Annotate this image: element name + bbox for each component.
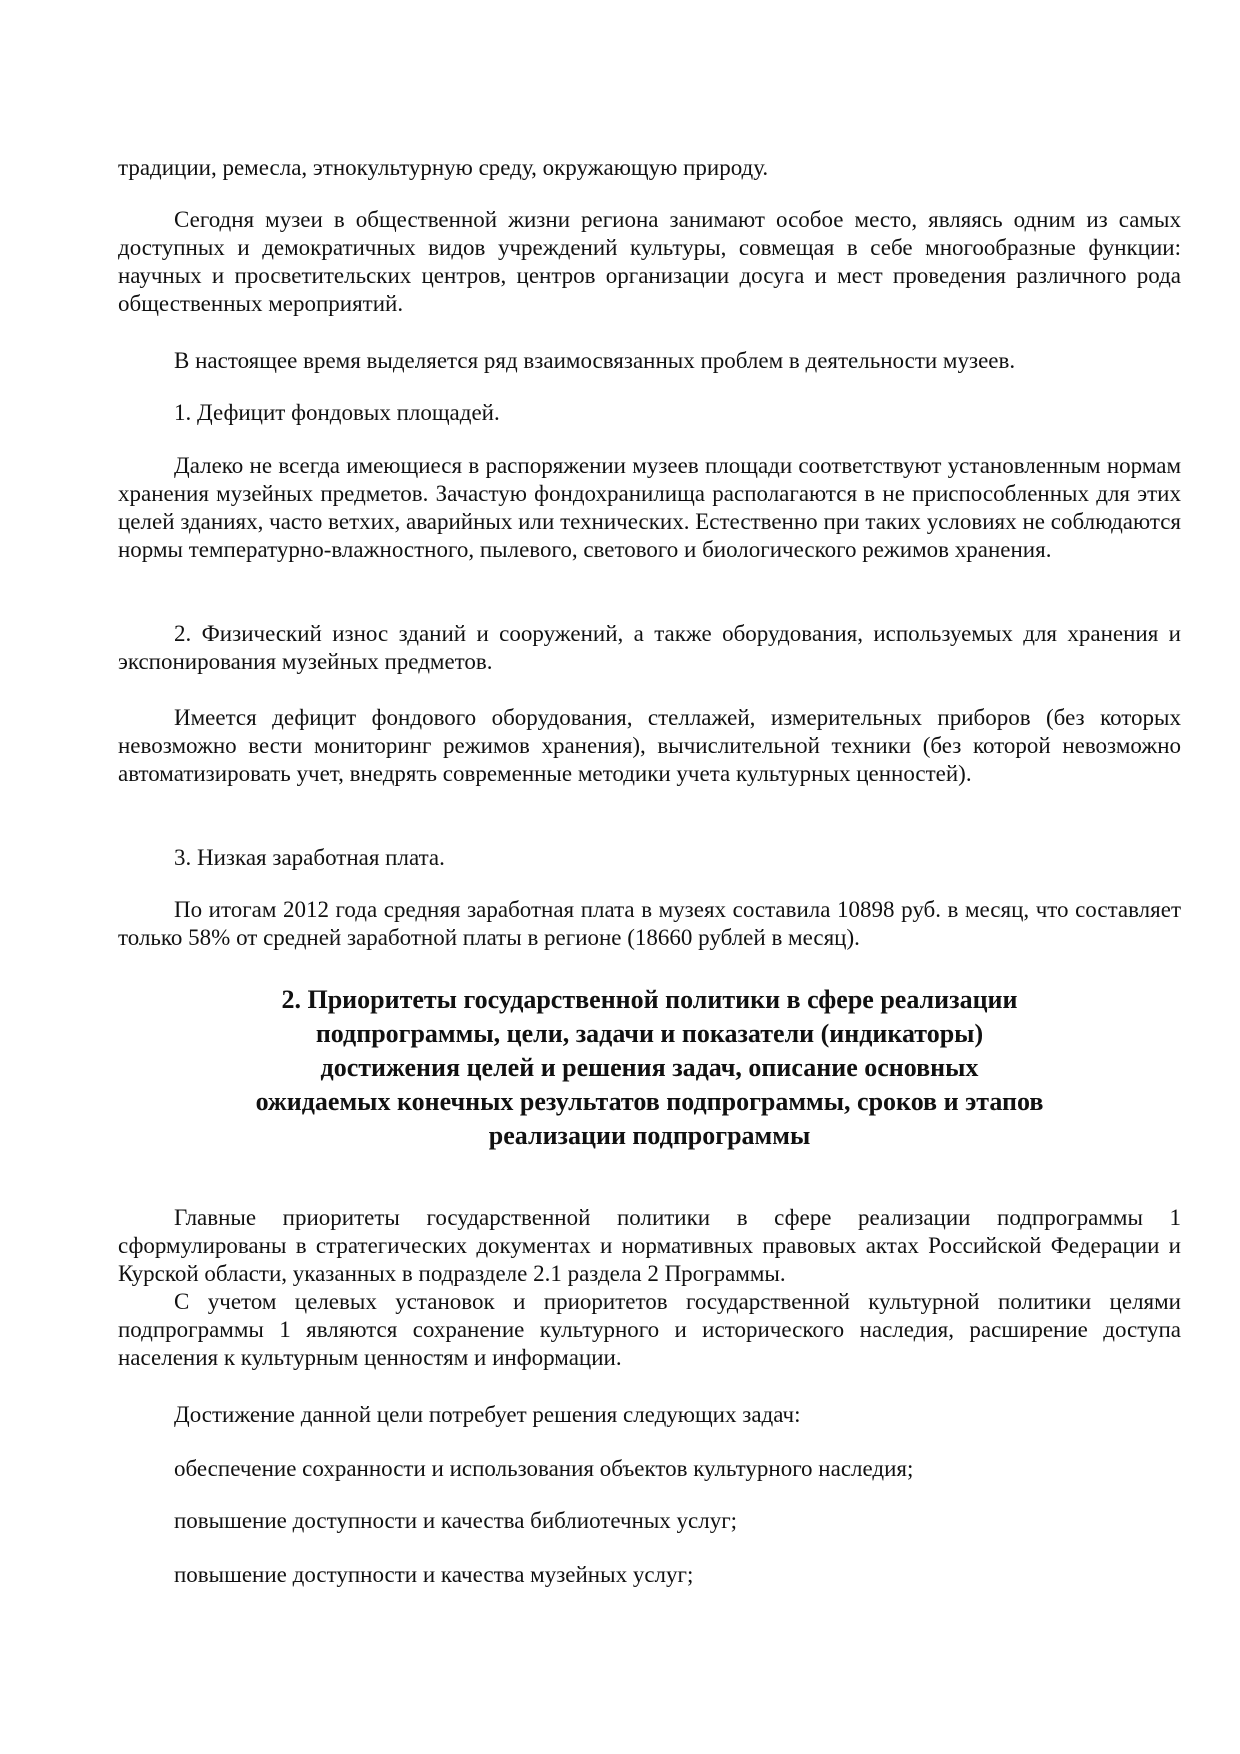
paragraph-equipment: Имеется дефицит фондового оборудования, стеллажей, измерительных приборов (без которых невозможно вести мониторинг режимов хранения), вычислительной техники (без которой невозможно автоматизировать учет, внедрять современные методики учета культурных ценностей). — [118, 705, 1181, 786]
task-item: повышение доступности и качества библиотечных услуг; — [174, 1508, 738, 1533]
heading-line: реализации подпрограммы — [488, 1121, 811, 1150]
paragraph-continuation: традиции, ремесла, этнокультурную среду, окружающую природу. — [118, 155, 769, 180]
paragraph-priorities: Главные приоритеты государственной политики в сфере реализации подпрограммы 1 сформулированы в стратегических документах и нормативных правовых актах Российской Федерации и Курской области, указанных в подразделе 2.1 раздела 2 Программы. — [118, 1205, 1181, 1286]
problem-1-title: 1. Дефицит фондовых площадей. — [174, 400, 500, 425]
paragraph-problems-intro: В настоящее время выделяется ряд взаимосвязанных проблем в деятельности музеев. — [174, 348, 1016, 373]
paragraph-salary: По итогам 2012 года средняя заработная плата в музеях составила 10898 руб. в месяц, что составляет только 58% от средней заработной платы в регионе (18660 рублей в месяц). — [118, 897, 1181, 950]
section-heading — [118, 983, 1181, 1153]
paragraph-goals: С учетом целевых установок и приоритетов государственной культурной политики целями подпрограммы 1 являются сохранение культурного и исторического наследия, расширение доступа населения к культурным ценностям и информации. — [118, 1289, 1181, 1370]
problem-3-title: 3. Низкая заработная плата. — [174, 845, 445, 870]
heading-line: 2. Приоритеты государственной политики в сфере реализации — [281, 985, 1018, 1014]
paragraph-storage: Далеко не всегда имеющиеся в распоряжении музеев площади соответствуют установленным нормам хранения музейных предметов. Зачастую фондохранилища располагаются в не приспособленных для этих целей зданиях, часто ветхих, аварийных или технических. Естественно при таких условиях не соблюдаются нормы температурно-влажностного, пылевого, светового и биологического режимов хранения. — [118, 453, 1181, 562]
task-item: обеспечение сохранности и использования объектов культурного наследия; — [174, 1456, 914, 1481]
problem-2-title: 2. Физический износ зданий и сооружений, а также оборудования, используемых для хранения и экспонирования музейных предметов. — [118, 621, 1181, 674]
heading-line: подпрограммы, цели, задачи и показатели (индикаторы) — [315, 1019, 984, 1048]
heading-line: ожидаемых конечных результатов подпрограммы, сроков и этапов — [255, 1087, 1044, 1116]
paragraph-museums-role: Сегодня музеи в общественной жизни региона занимают особое место, являясь одним из самых доступных и демократичных видов учреждений культуры, совмещая в себе многообразные функции: научных и просветительских центров, центров организации досуга и мест проведения различного рода общественных мероприятий. — [118, 207, 1181, 316]
task-item: повышение доступности и качества музейных услуг; — [174, 1562, 694, 1587]
heading-line: достижения целей и решения задач, описание основных — [320, 1053, 979, 1082]
paragraph-tasks-intro: Достижение данной цели потребует решения следующих задач: — [174, 1402, 801, 1427]
